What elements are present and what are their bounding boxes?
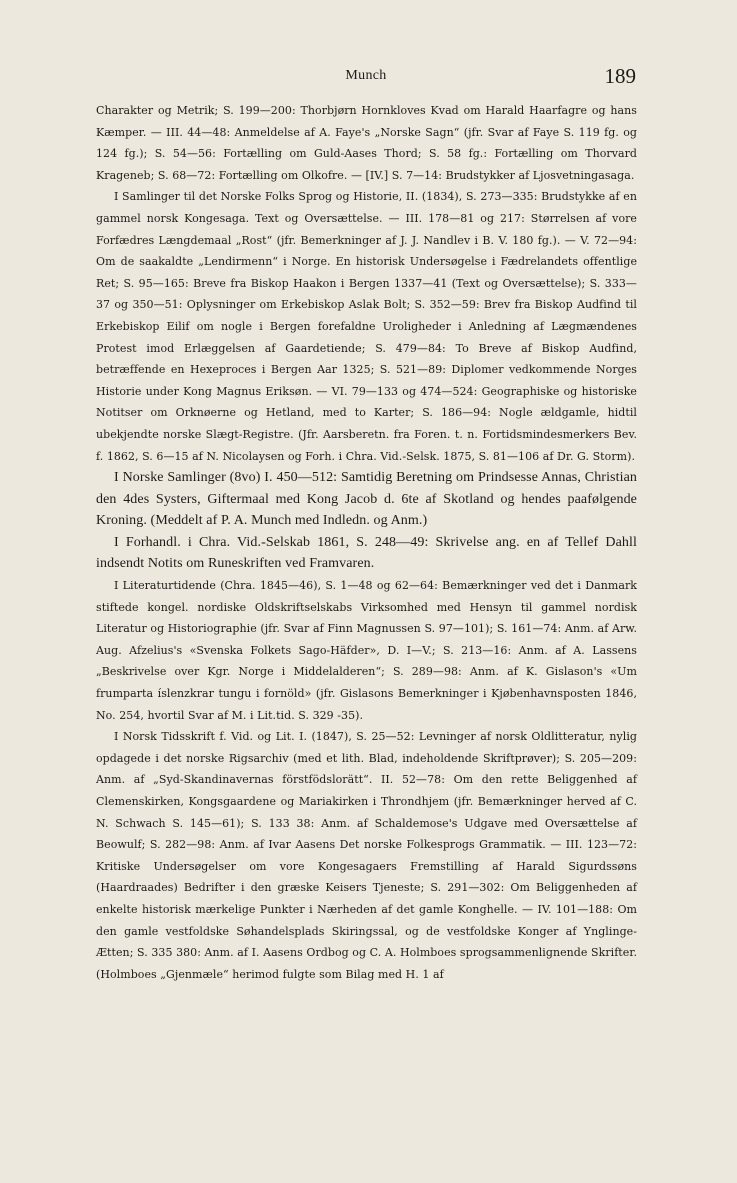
paragraph-norske-samlinger: I Norske Samlinger (8vo) I. 450—512: Samtidig Beretning om Prindsesse Annas, Christian den 4des Systers, Giftermaal med Kong Jacob d. 6te af Skotland og hendes paafølgende Kroning. (Meddelt af P. A. Munch med Indledn. og Anm.) <box>96 470 637 529</box>
paragraph-verdandi-continuation: Charakter og Metrik; S. 199—200: Thorbjørn Hornkloves Kvad om Harald Haarfagre og hans Kæmper. — III. 44—48: Anmeldelse af A. Faye's „Norske Sagn“ (jfr. Svar af Faye S. 119 fg. og 124 fg.); S. 54—56: Fortælling om Guld-Aases Thord; S. 58 fg.: Fortælling om Thorvard Krageneb; S. 68—72: Fortælling om Olkofre. — [IV.] S. 7—14: Brudstykker af Ljosvetningasaga. <box>96 104 637 182</box>
page-header <box>96 64 636 94</box>
running-title: Munch <box>345 68 387 83</box>
body-text <box>96 100 637 985</box>
paragraph-literaturtidende: I Literaturtidende (Chra. 1845—46), S. 1—48 og 62—64: Bemærkninger ved det i Danmark stiftede kongel. nordiske Oldskriftselskabs Virksomhed med Hensyn til gammel nordisk Literatur og Historiographie (jfr. Svar af Finn Magnussen S. 97—101); S. 161—74: Anm. af Arw. Aug. Afzelius's «Svenska Folkets Sago-Häfder», D. I—V.; S. 213—16: Anm. af A. Lassens „Beskrivelse over Kgr. Norge i Middelalderen“; S. 289—98: Anm. af K. Gislason's «Um frumparta íslenzkrar tungu i fornöld» (jfr. Gislasons Bemerkninger i Kjøbenhavnsposten 1846, No. 254, hvortil Svar af M. i Lit.tid. S. 329 -35). <box>96 579 637 722</box>
paragraph-forhandlinger: I Forhandl. i Chra. Vid.-Selskab 1861, S. 248—49: Skrivelse ang. en af Tellef Dahll indsendt Notits om Runeskriften ved Framvaren. <box>96 534 637 572</box>
paragraph-norsk-tidsskrift: I Norsk Tidsskrift f. Vid. og Lit. I. (1847), S. 25—52: Levninger af norsk Oldlitteratur, nylig opdagede i det norske Rigsarchiv (med et lith. Blad, indeholdende Skriftprøver); S. 205—209: Anm. af „Syd-Skandinavernas förstfödslorätt“. II. 52—78: Om den rette Beliggenhed af Clemenskirken, Kongsgaardene og Mariakirken i Throndhjem (jfr. Bemærkninger herved af C. N. Schwach S. 145—61); S. 133 38: Anm. af Schaldemose's Udgave med Oversættelse af Beowulf; S. 282—98: Anm. af Ivar Aasens Det norske Folkesprogs Grammatik. — III. 123—72: Kritiske Undersøgelser om vore Kongesagaers Fremstilling af Harald Sigurdssøns (Haardraades) Bedrifter i den græske Keisers Tjeneste; S. 291—302: Om Beliggenheden af enkelte historisk mærkelige Punkter i Nærheden af det gamle Konghelle. — IV. 101—188: Om den gamle vestfoldske Søhandelsplads Skiringssal, og de vestfoldske Konger af Ynglinge-Ætten; S. 335 380: Anm. af I. Aasens Ordbog og C. A. Holmboes sprogsammenlignende Skrifter. (Holmboes „Gjenmæle“ herimod fulgte som Bilag med H. 1 af <box>96 730 637 981</box>
paragraph-samlinger: I Samlinger til det Norske Folks Sprog og Historie, II. (1834), S. 273—335: Brudstykke af en gammel norsk Kongesaga. Text og Oversættelse. — III. 178—81 og 217: Størrelsen af vore Forfædres Længdemaal „Rost“ (jfr. Bemerkninger af J. J. Nandlev i B. V. 180 fg.). — V. 72—94: Om de saakaldte „Lendirmenn“ i Norge. En historisk Undersøgelse i Fædrelandets offentlige Ret; S. 95—165: Breve fra Biskop Haakon i Bergen 1337—41 (Text og Oversættelse); S. 333—37 og 350—51: Oplysninger om Erkebiskop Aslak Bolt; S. 352—59: Brev fra Biskop Audfind til Erkebiskop Eilif om nogle i Bergen forefaldne Uroligheder i Anledning af Lægmændenes Protest imod Erlæggelsen af Gaardetiende; S. 479—84: To Breve af Biskop Audfind, betræffende en Hexeproces i Bergen Aar 1325; S. 521—89: Diplomer vedkommende Norges Historie under Kong Magnus Eriksøn. — VI. 79—133 og 474—524: Geographiske og historiske Notitser om Orknøerne og Hetland, med to Karter; S. 186—94: Nogle ældgamle, hidtil ubekjendte norske Slægt-Registre. (Jfr. Aarsberetn. fra Foren. t. n. Fortidsmindesmerkers Bev. f. 1862, S. 6—15 af N. Nicolaysen og Forh. i Chra. Vid.-Selsk. 1875, S. 81—106 af Dr. G. Storm). <box>96 190 637 463</box>
page-number: 189 <box>604 64 636 88</box>
